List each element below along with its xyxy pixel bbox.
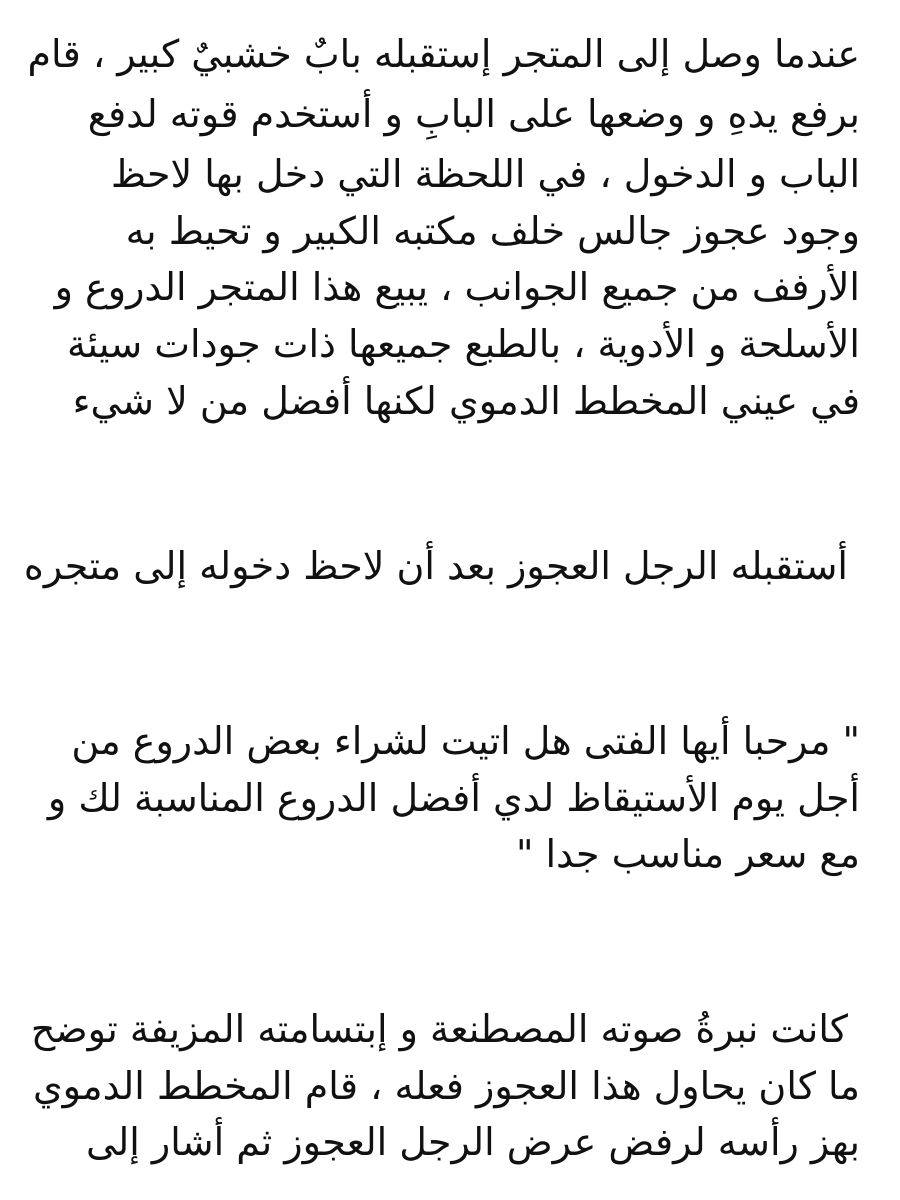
text-line: بهز رأسه لرفض عرض الرجل العجوز ثم أشار إلى <box>85 1120 860 1164</box>
text-line: الأسلحة و الأدوية ، بالطبع جميعها ذات جودات سيئة <box>67 322 860 366</box>
text-line: أستقبله الرجل العجوز بعد أن لاحظ دخوله إلى متجره <box>23 544 848 588</box>
text-line: ما كان يحاول هذا العجوز فعله ، قام المخطط الدموي <box>32 1064 860 1108</box>
text-line: " مرحبا أيها الفتى هل اتيت لشراء بعض الدروع من <box>71 719 860 763</box>
text-line: وجود عجوز جالس خلف مكتبه الكبير و تحيط به <box>125 209 860 253</box>
text-line: كانت نبرةُ صوته المصطنعة و إبتسامته المزيفة توضح <box>30 1007 848 1051</box>
text-line: في عيني المخطط الدموي لكنها أفضل من لا شيء <box>72 379 860 423</box>
text-line: برفع يدهِ و وضعها على البابِ و أستخدم قوته لدفع <box>87 92 860 136</box>
text-line: عندما وصل إلى المتجر إستقبله بابٌ خشبيٌ كبير ، قام <box>27 32 860 76</box>
text-line: الباب و الدخول ، في اللحظة التي دخل بها لاحظ <box>110 152 860 196</box>
text-line: الأرفف من جميع الجوانب ، يبيع هذا المتجر الدروع و <box>54 265 860 309</box>
text-line: أجل يوم الأستيقاظ لدي أفضل الدروع المناسبة لك و <box>47 776 860 820</box>
text-line: مع سعر مناسب جدا " <box>515 832 860 876</box>
